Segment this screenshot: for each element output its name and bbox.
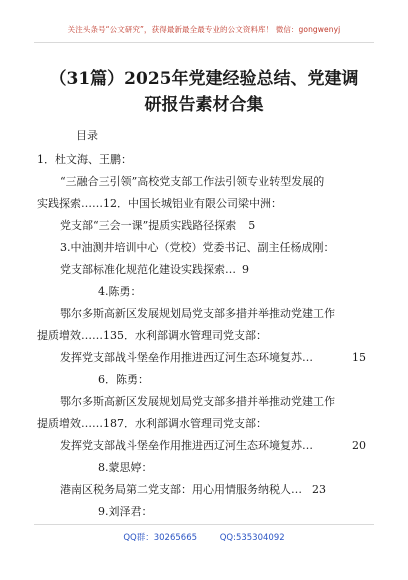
toc-line-text: 发挥党支部战斗堡垒作用推进西辽河生态环境复苏… xyxy=(60,351,313,364)
footer-qq-group: QQ群：30265665 xyxy=(123,533,198,543)
page-header-promo: 关注头条号“公文研究”，获得最新最全最专业的公文资料库！ 微信：gongwenyj xyxy=(67,25,341,34)
toc-line-text: 提质增效……187．水利部调水管理司党支部： xyxy=(37,417,267,430)
toc-line xyxy=(60,240,366,256)
toc-line xyxy=(37,196,366,212)
toc-page-number: 23 xyxy=(312,483,326,496)
toc-line xyxy=(98,284,366,300)
toc-line xyxy=(60,262,366,278)
toc-line xyxy=(60,394,366,410)
toc-line-text: 港南区税务局第二党支部：用心用情服务纳税人… xyxy=(60,483,302,496)
page-footer xyxy=(0,531,408,543)
title-line-2: 研报告素材合集 xyxy=(144,95,264,115)
toc-line-text: 1．杜文海、王鹏： xyxy=(37,153,132,166)
toc-line-text: 9.刘泽君： xyxy=(98,505,153,518)
toc-line xyxy=(37,416,366,432)
toc-line xyxy=(60,174,366,190)
toc-line-text: 鄂尔多斯高新区发展规划局党支部多措并举推动党建工作 xyxy=(60,307,335,320)
header-divider xyxy=(34,42,374,43)
footer-divider xyxy=(34,524,374,525)
toc-line xyxy=(37,152,366,168)
toc-line-text: 提质增效……135．水利部调水管理司党支部： xyxy=(37,329,267,342)
toc-line xyxy=(98,460,366,476)
toc-line-text: 党支部“三会一课”提质实践路径探索 xyxy=(60,219,237,232)
toc-line xyxy=(60,306,366,322)
toc-line-text: 8.蒙思婷： xyxy=(98,461,153,474)
toc-line-text: 实践探索……12．中国长城铝业有限公司梁中洲： xyxy=(37,197,282,210)
document-title xyxy=(28,66,380,118)
toc-line xyxy=(98,372,366,388)
toc-heading: 目录 xyxy=(76,129,98,142)
toc-page-number: 9 xyxy=(242,263,249,276)
toc-line-text: 6．陈勇： xyxy=(98,373,149,386)
toc-page-number: 5 xyxy=(248,219,256,232)
toc-line-text: 3.中油测井培训中心（党校）党委书记、副主任杨成刚： xyxy=(60,241,335,254)
toc-line xyxy=(98,504,366,520)
toc-line-text: 发挥党支部战斗堡垒作用推进西辽河生态环境复苏… xyxy=(60,439,313,452)
toc-line xyxy=(60,438,366,454)
toc-line-text: 4.陈勇： xyxy=(98,285,142,298)
toc-line-text: 鄂尔多斯高新区发展规划局党支部多措并举推动党建工作 xyxy=(60,395,335,408)
toc-line-text: 党支部标准化规范化建设实践探索… xyxy=(60,263,236,276)
footer-qq: QQ:535304092 xyxy=(219,533,285,543)
toc-line-text: “三融合三引领”高校党支部工作法引领专业转型发展的 xyxy=(60,175,325,188)
toc-page-number: 20 xyxy=(352,439,366,452)
toc-page-number: 15 xyxy=(352,351,366,364)
toc-line xyxy=(60,218,366,234)
title-line-1: （31篇）2025年党建经验总结、党建调 xyxy=(49,69,359,89)
toc-line xyxy=(60,350,366,366)
toc-line xyxy=(37,328,366,344)
toc-line xyxy=(60,482,366,498)
